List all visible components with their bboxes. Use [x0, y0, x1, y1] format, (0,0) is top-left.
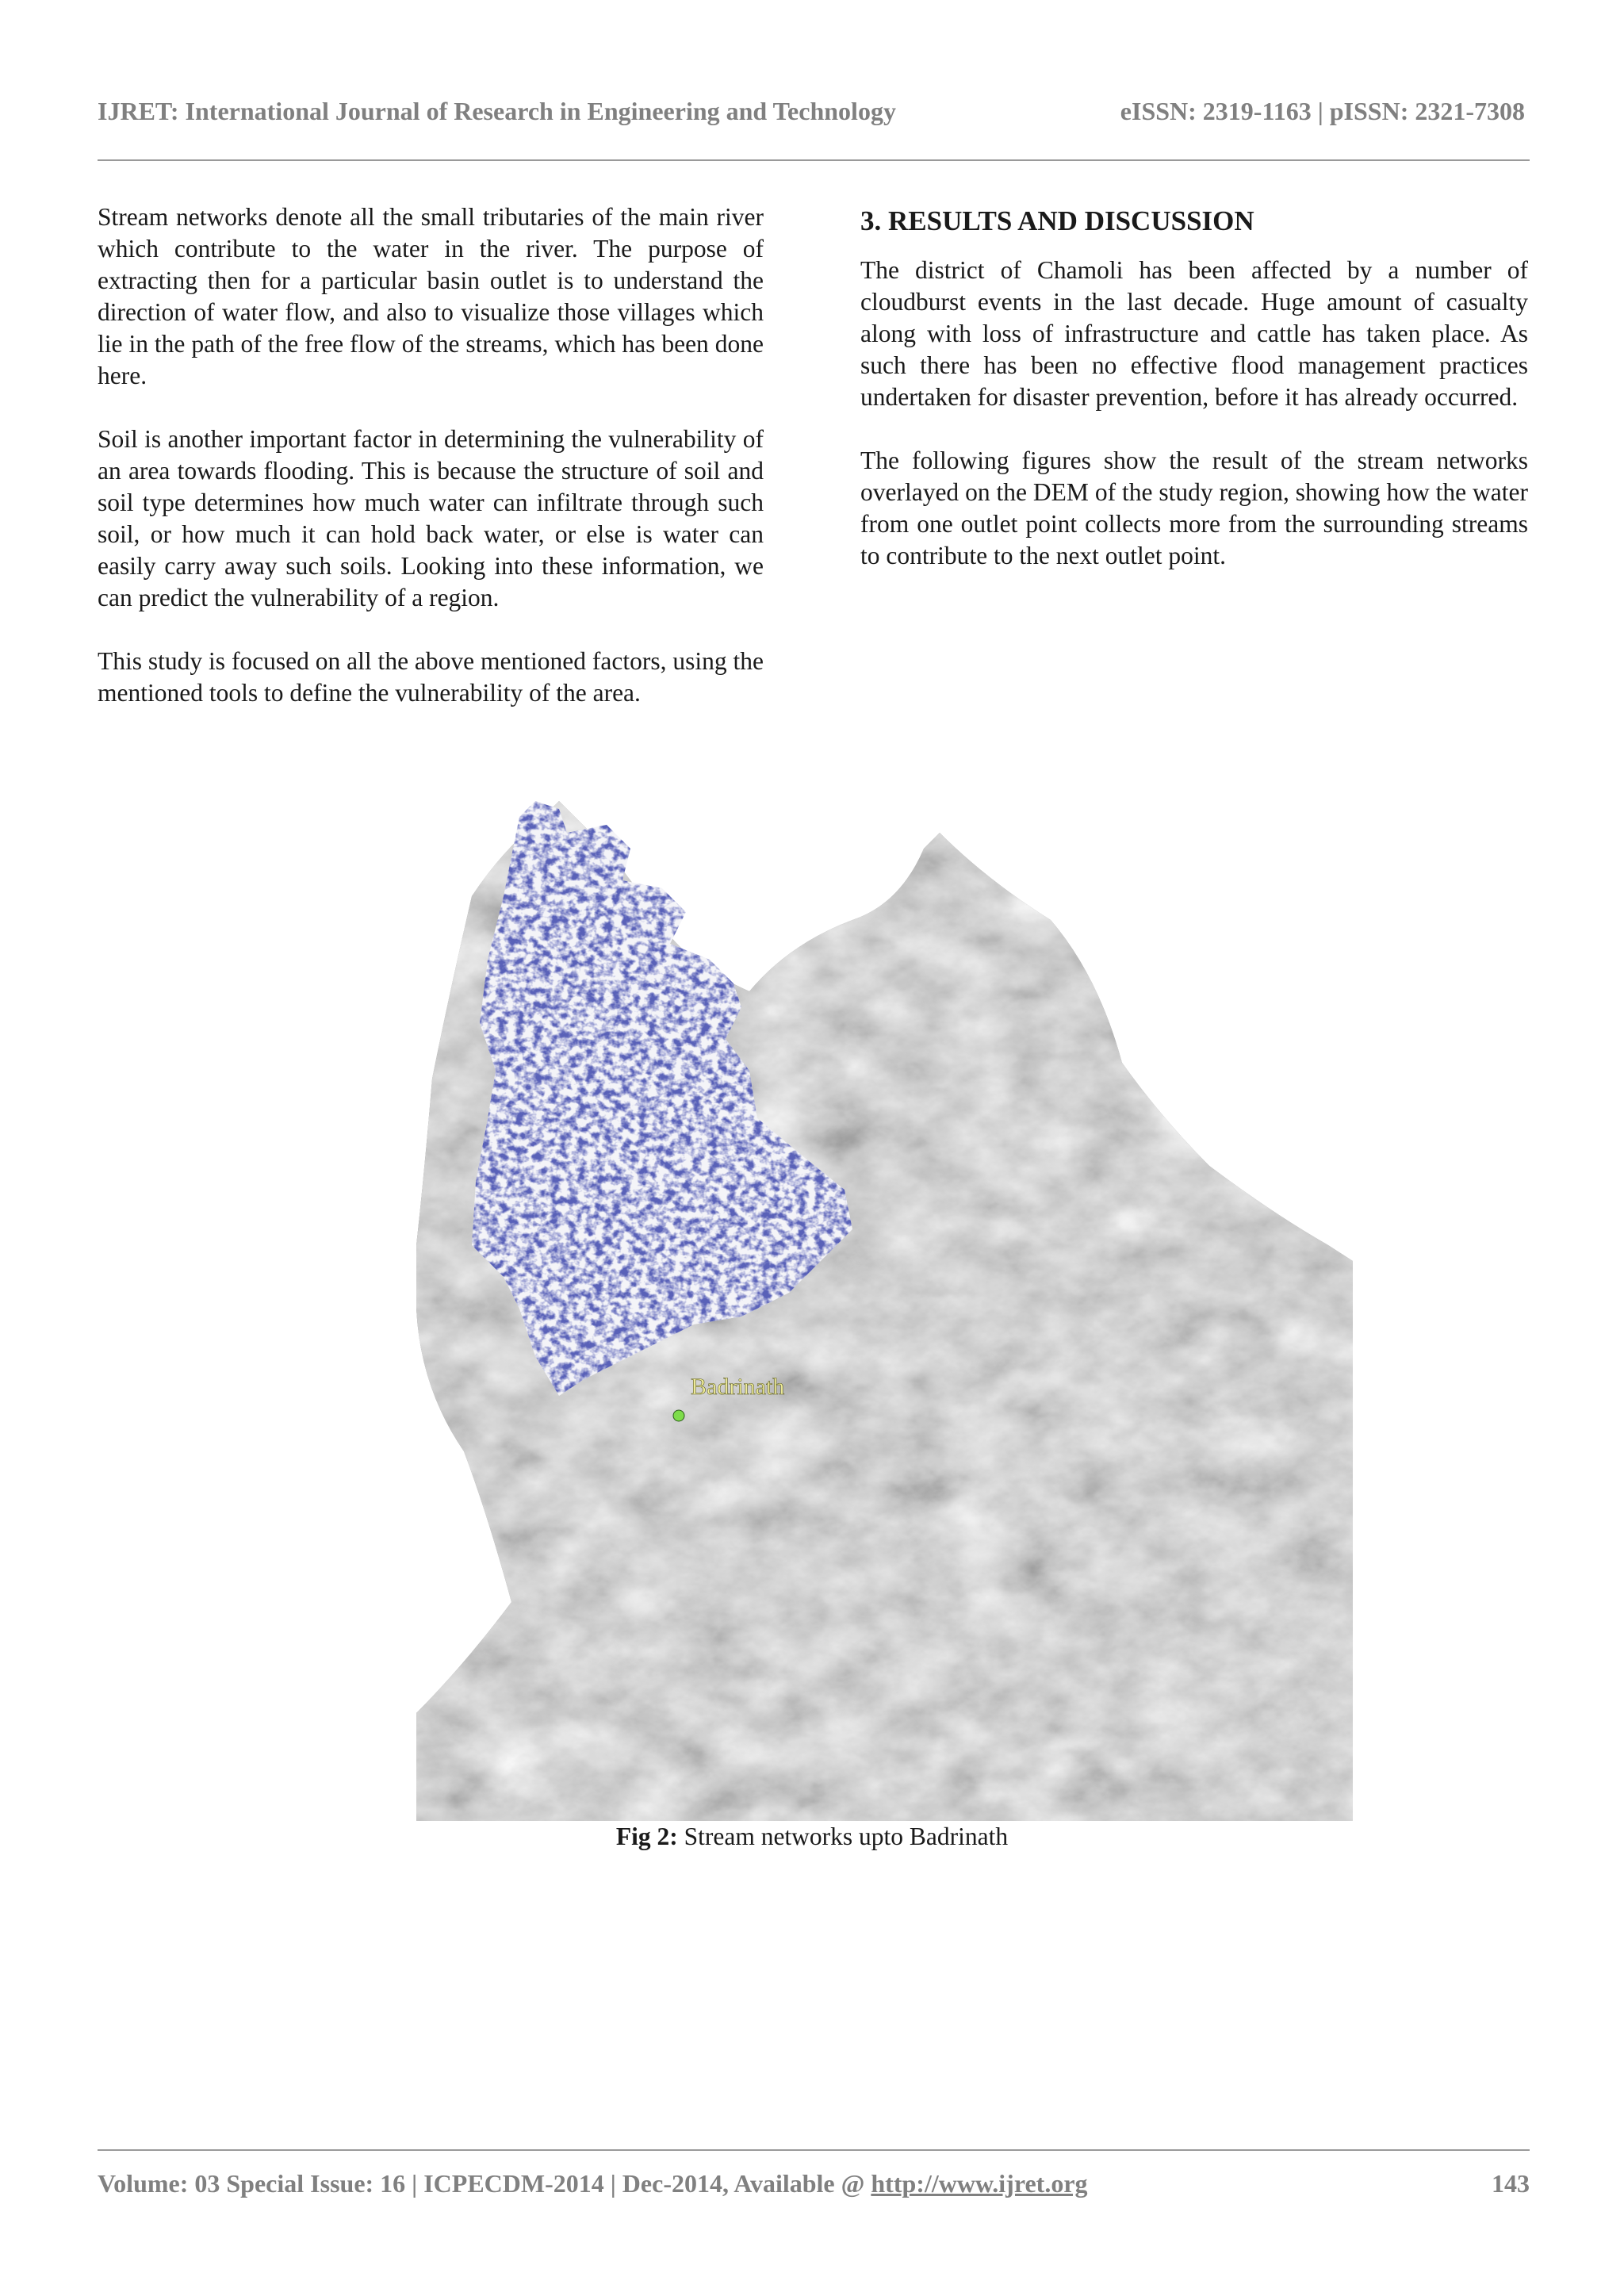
issn-label: eISSN: 2319-1163 | pISSN: 2321-7308: [1120, 97, 1525, 125]
volume-info: [98, 2169, 1088, 2198]
badrinath-label: Badrinath: [691, 1374, 785, 1400]
header-divider: [98, 159, 1530, 161]
right-column: [860, 205, 1528, 572]
paragraph-study-focus: This study is focused on all the above mentioned factors, using the mentioned tools to define the vulnerability of the area.: [98, 647, 764, 707]
paragraph-chamoli: The district of Chamoli has been affected by a number of cloudburst events in the last decade. Huge amount of casualty along with loss of infrastructure and cattle has taken place. As such there has been no effective flood management practices undertaken for disaster prevention, before it has already occurred.: [860, 256, 1528, 411]
caption-text: Stream networks upto Badrinath: [677, 1823, 1009, 1850]
footer-divider: [98, 2149, 1530, 2151]
section-heading: 3. RESULTS AND DISCUSSION: [860, 205, 1254, 236]
paragraph-stream-networks: Stream networks denote all the small tributaries of the main river which contribute to the water in the river. The purpose of extracting then for a particular basin outlet is to understand the direction of water flow, and also to visualize those villages which lie in the path of the free flow of the streams, which has been done here.: [98, 203, 764, 389]
volume-text: Volume: 03 Special Issue: 16 | ICPECDM-2014 | Dec-2014, Available @: [98, 2169, 871, 2198]
paragraph-figures-intro: The following figures show the result of the stream networks overlayed on the DEM of the study region, showing how the water from one outlet point collects more from the surrounding streams to contribute to the next outlet point.: [860, 447, 1528, 569]
caption-label: Fig 2:: [615, 1823, 678, 1850]
paragraph-soil: Soil is another important factor in determining the vulnerability of an area towards flooding. This is because the structure of soil and soil type determines how much water can infiltrate through such soil, or how much it can hold back water, or else is water can easily carry away such soils. Looking into these information, we can predict the vulnerability of a region.: [98, 425, 764, 611]
left-column: [98, 201, 764, 709]
page-number: 143: [1492, 2169, 1530, 2198]
figure-caption: [0, 1821, 1624, 1853]
figure-dem-map: [416, 801, 1353, 1821]
dem-map-image: [416, 801, 1353, 1821]
outlet-point: [673, 1410, 684, 1421]
journal-link[interactable]: http://www.ijret.org: [871, 2169, 1088, 2198]
journal-title: IJRET: International Journal of Research in Engineering and Technology: [98, 97, 896, 125]
